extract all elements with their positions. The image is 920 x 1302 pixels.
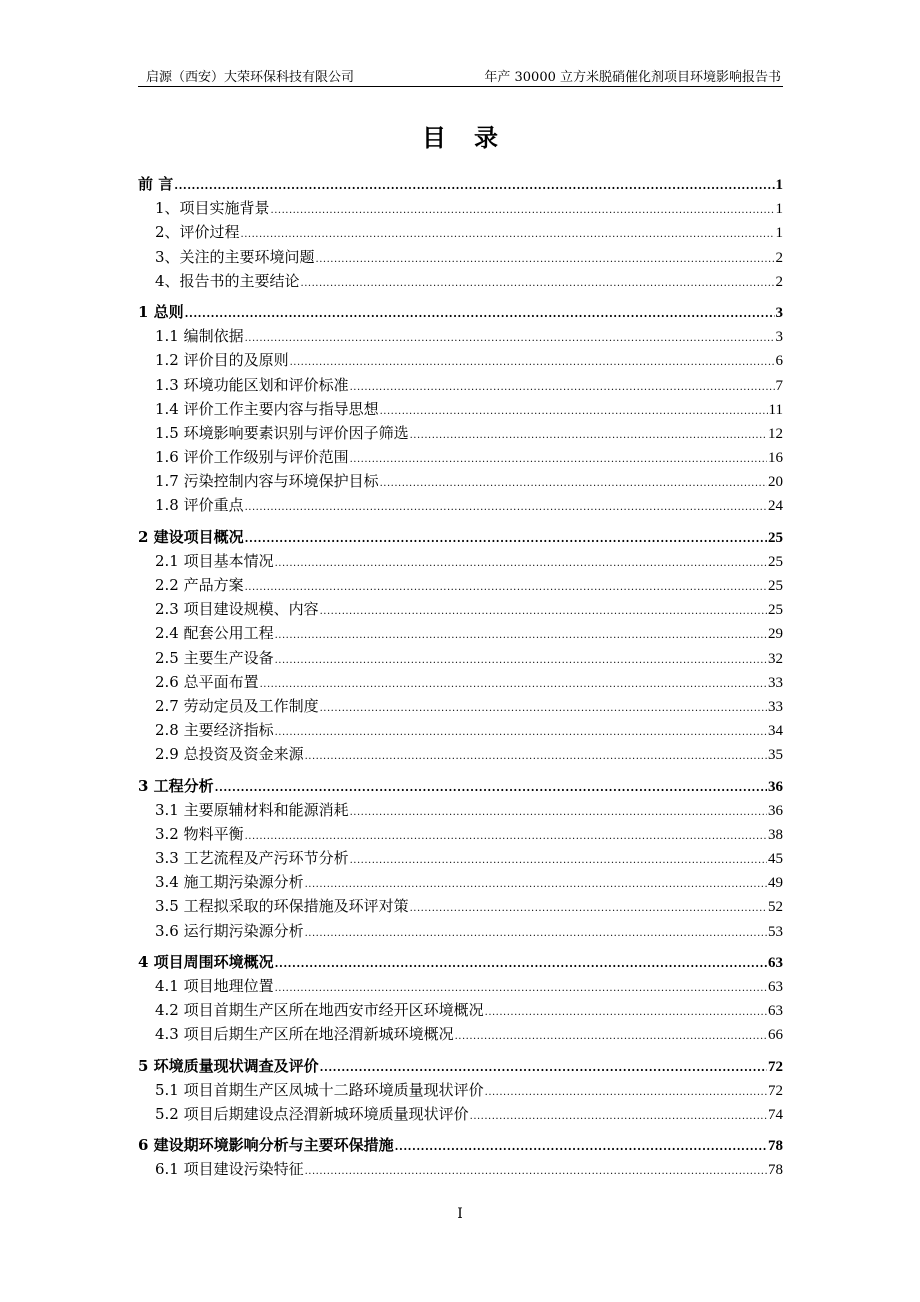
toc-entry-label: 1、项目实施背景 — [155, 199, 270, 218]
toc-entry-label: 1.4 评价工作主要内容与指导思想 — [155, 399, 379, 418]
toc-subsection-entry[interactable] — [138, 493, 783, 517]
toc-entry-label: 4.3 项目后期生产区所在地泾渭新城环境概况 — [155, 1025, 454, 1044]
toc-leader-dots — [470, 1109, 767, 1124]
toc-subsection-entry[interactable] — [138, 998, 783, 1022]
toc-page-number: 6 — [775, 353, 783, 370]
toc-subsection-entry[interactable] — [138, 373, 783, 397]
toc-subsection-entry[interactable] — [138, 798, 783, 822]
toc-subsection-entry[interactable] — [138, 718, 783, 742]
toc-leader-dots — [260, 677, 767, 692]
toc-entry-label: 2.9 总投资及资金来源 — [155, 745, 304, 764]
toc-subsection-entry[interactable] — [138, 822, 783, 846]
toc-page-number: 1 — [775, 225, 783, 242]
toc-leader-dots — [320, 604, 767, 619]
toc-entry-label: 3.2 物料平衡 — [155, 824, 244, 843]
toc-section-group — [138, 950, 783, 1047]
toc-section-entry[interactable] — [138, 300, 783, 324]
toc-leader-dots — [215, 780, 767, 795]
toc-entry-label: 1.5 环境影响要素识别与评价因子筛选 — [155, 423, 409, 442]
toc-page-number: 7 — [775, 377, 783, 394]
toc-page-number: 25 — [768, 553, 783, 570]
toc-entry-label: 前 言 — [138, 175, 174, 193]
toc-page-number: 53 — [768, 923, 783, 940]
toc-page-number: 63 — [768, 979, 783, 995]
toc-leader-dots — [320, 1060, 767, 1075]
toc-leader-dots — [380, 476, 767, 491]
toc-page-number: 35 — [768, 747, 783, 764]
toc-section-entry[interactable] — [138, 1054, 783, 1078]
toc-leader-dots — [275, 556, 767, 571]
header-report-title: 年产 30000 立方米脱硝催化剂项目环境影响报告书 — [484, 70, 781, 85]
toc-entry-label: 2.8 主要经济指标 — [155, 721, 274, 740]
toc-leader-dots — [245, 500, 767, 515]
toc-entry-label: 2 建设项目概况 — [138, 527, 244, 546]
toc-subsection-entry[interactable] — [138, 742, 783, 766]
toc-entry-label: 3.5 工程拟采取的环保措施及环评对策 — [155, 897, 409, 916]
toc-leader-dots — [305, 926, 767, 941]
toc-leader-dots — [320, 701, 767, 716]
toc-subsection-entry[interactable] — [138, 348, 783, 372]
toc-leader-dots — [245, 829, 767, 844]
toc-leader-dots — [350, 805, 767, 820]
toc-entry-label: 3.3 工艺流程及产污环节分析 — [155, 849, 349, 868]
toc-page-number: 12 — [768, 425, 783, 442]
toc-page-number: 72 — [768, 1058, 783, 1075]
toc-leader-dots — [174, 178, 774, 193]
toc-entry-label: 3、关注的主要环境问题 — [155, 247, 315, 266]
toc-leader-dots — [305, 749, 767, 764]
toc-subsection-entry[interactable] — [138, 245, 783, 269]
toc-page-number: 1 — [775, 177, 783, 193]
toc-subsection-entry[interactable] — [138, 1102, 783, 1126]
toc-subsection-entry[interactable] — [138, 573, 783, 597]
toc-subsection-entry[interactable] — [138, 1157, 783, 1181]
toc-subsection-entry[interactable] — [138, 694, 783, 718]
toc-entry-label: 2.7 劳动定员及工作制度 — [155, 696, 319, 715]
toc-entry-label: 4.1 项目地理位置 — [155, 977, 274, 995]
toc-entry-label: 2.5 主要生产设备 — [155, 648, 274, 667]
toc-page-number: 36 — [768, 802, 783, 819]
toc-leader-dots — [245, 331, 775, 346]
toc-page-number: 25 — [768, 529, 783, 546]
page-number: I — [457, 1206, 463, 1222]
toc-entry-label: 1.3 环境功能区划和评价标准 — [155, 375, 349, 394]
toc-entry-label: 1.6 评价工作级别与评价范围 — [155, 448, 349, 467]
toc-page-number: 2 — [775, 249, 783, 266]
toc-leader-dots — [271, 203, 775, 218]
toc-leader-dots — [245, 531, 767, 546]
toc-entry-label: 2.6 总平面布置 — [155, 672, 259, 691]
toc-page-number: 33 — [768, 674, 783, 691]
toc-entry-label: 3.6 运行期污染源分析 — [155, 921, 304, 940]
toc-section-entry[interactable] — [138, 1133, 783, 1157]
toc-page-number: 78 — [768, 1138, 783, 1155]
toc-section-group — [138, 1054, 783, 1127]
toc-subsection-entry[interactable] — [138, 670, 783, 694]
toc-section-group — [138, 525, 783, 767]
toc-subsection-entry[interactable] — [138, 220, 783, 244]
toc-section-entry[interactable] — [138, 172, 783, 196]
toc-section-entry[interactable] — [138, 774, 783, 798]
toc-leader-dots — [185, 306, 775, 321]
toc-leader-dots — [241, 227, 775, 242]
toc-section-group — [138, 300, 783, 518]
toc-leader-dots — [350, 452, 767, 467]
toc-section-entry[interactable] — [138, 950, 783, 974]
header-company: 启源（西安）大荣环保科技有限公司 — [146, 70, 355, 85]
toc-entry-label: 1.7 污染控制内容与环境保护目标 — [155, 472, 379, 491]
toc-page-number: 78 — [768, 1162, 783, 1179]
toc-page-number: 1 — [775, 201, 783, 218]
toc-subsection-entry[interactable] — [138, 974, 783, 998]
table-of-contents — [138, 172, 783, 1189]
toc-page-number: 20 — [768, 474, 783, 491]
toc-page-number: 3 — [775, 304, 783, 321]
toc-subsection-entry[interactable] — [138, 646, 783, 670]
toc-leader-dots — [350, 853, 767, 868]
toc-entry-label: 1.8 评价重点 — [155, 496, 244, 515]
page-title: 目录 — [422, 123, 526, 152]
toc-leader-dots — [350, 380, 775, 395]
toc-leader-dots — [275, 628, 767, 643]
toc-subsection-entry[interactable] — [138, 1022, 783, 1046]
toc-subsection-entry[interactable] — [138, 846, 783, 870]
toc-page-number: 34 — [768, 723, 783, 740]
toc-entry-label: 5 环境质量现状调查及评价 — [138, 1056, 319, 1075]
toc-section-group — [138, 774, 783, 943]
toc-page-number: 16 — [768, 450, 783, 467]
toc-leader-dots — [485, 1085, 767, 1100]
toc-page-number: 45 — [768, 851, 783, 868]
toc-page-number: 2 — [775, 273, 783, 290]
toc-page-number: 72 — [768, 1082, 783, 1099]
toc-leader-dots — [305, 1164, 767, 1179]
toc-entry-label: 5.2 项目后期建设点泾渭新城环境质量现状评价 — [155, 1104, 469, 1123]
toc-leader-dots — [275, 653, 767, 668]
toc-page-number: 74 — [768, 1106, 783, 1123]
toc-leader-dots — [245, 580, 767, 595]
toc-page-number: 3 — [775, 329, 783, 346]
toc-entry-label: 3.1 主要原辅材料和能源消耗 — [155, 800, 349, 819]
toc-subsection-entry[interactable] — [138, 621, 783, 645]
toc-page-number: 52 — [768, 899, 783, 916]
toc-subsection-entry[interactable] — [138, 196, 783, 220]
toc-page-number: 49 — [768, 875, 783, 892]
toc-leader-dots — [301, 276, 775, 291]
toc-subsection-entry[interactable] — [138, 469, 783, 493]
toc-page-number: 36 — [768, 778, 783, 795]
toc-leader-dots — [275, 981, 767, 996]
toc-entry-label: 3.4 施工期污染源分析 — [155, 873, 304, 892]
toc-entry-label: 4.2 项目首期生产区所在地西安市经开区环境概况 — [155, 1001, 484, 1020]
toc-leader-dots — [305, 877, 767, 892]
toc-page-number: 38 — [768, 826, 783, 843]
toc-entry-label: 2.1 项目基本情况 — [155, 551, 274, 570]
toc-page-number: 29 — [768, 626, 783, 643]
page-header — [138, 64, 783, 87]
toc-entry-label: 5.1 项目首期生产区凤城十二路环境质量现状评价 — [155, 1080, 484, 1099]
toc-entry-label: 1 总则 — [138, 302, 184, 321]
toc-leader-dots — [410, 901, 767, 916]
toc-leader-dots — [410, 428, 767, 443]
toc-page-number: 66 — [768, 1027, 783, 1044]
toc-subsection-entry[interactable] — [138, 549, 783, 573]
toc-leader-dots — [316, 252, 775, 267]
toc-page-number: 11 — [768, 401, 783, 418]
toc-leader-dots — [290, 355, 775, 370]
toc-section-group — [138, 172, 783, 293]
toc-page-number: 32 — [768, 650, 783, 667]
toc-page-number: 63 — [768, 954, 783, 971]
toc-entry-label: 6 建设期环境影响分析与主要环保措施 — [138, 1136, 394, 1155]
toc-subsection-entry[interactable] — [138, 870, 783, 894]
toc-section-entry[interactable] — [138, 525, 783, 549]
toc-subsection-entry[interactable] — [138, 445, 783, 469]
toc-page-number: 33 — [768, 698, 783, 715]
toc-subsection-entry[interactable] — [138, 1078, 783, 1102]
toc-subsection-entry[interactable] — [138, 597, 783, 621]
toc-subsection-entry[interactable] — [138, 919, 783, 943]
toc-entry-label: 3 工程分析 — [138, 776, 214, 795]
toc-leader-dots — [275, 725, 767, 740]
toc-leader-dots — [395, 1139, 767, 1154]
toc-leader-dots — [380, 404, 768, 419]
toc-entry-label: 2.4 配套公用工程 — [155, 624, 274, 643]
toc-page-number: 63 — [768, 1003, 783, 1020]
toc-entry-label: 2.3 项目建设规模、内容 — [155, 600, 319, 619]
toc-entry-label: 6.1 项目建设污染特征 — [155, 1160, 304, 1179]
toc-leader-dots — [455, 1029, 767, 1044]
toc-entry-label: 2.2 产品方案 — [155, 576, 244, 594]
toc-subsection-entry[interactable] — [138, 421, 783, 445]
toc-entry-label: 4、报告书的主要结论 — [155, 271, 300, 290]
toc-entry-label: 2、评价过程 — [155, 223, 240, 242]
toc-subsection-entry[interactable] — [138, 894, 783, 918]
toc-page-number: 25 — [768, 578, 783, 594]
toc-entry-label: 1.2 评价目的及原则 — [155, 351, 289, 370]
toc-leader-dots — [485, 1005, 767, 1020]
toc-entry-label: 4 项目周围环境概况 — [138, 952, 274, 971]
toc-subsection-entry[interactable] — [138, 269, 783, 293]
toc-page-number: 25 — [768, 602, 783, 619]
toc-page-number: 24 — [768, 498, 783, 515]
toc-entry-label: 1.1 编制依据 — [155, 327, 244, 346]
toc-leader-dots — [275, 956, 767, 971]
toc-subsection-entry[interactable] — [138, 324, 783, 348]
toc-section-group — [138, 1133, 783, 1181]
toc-subsection-entry[interactable] — [138, 397, 783, 421]
